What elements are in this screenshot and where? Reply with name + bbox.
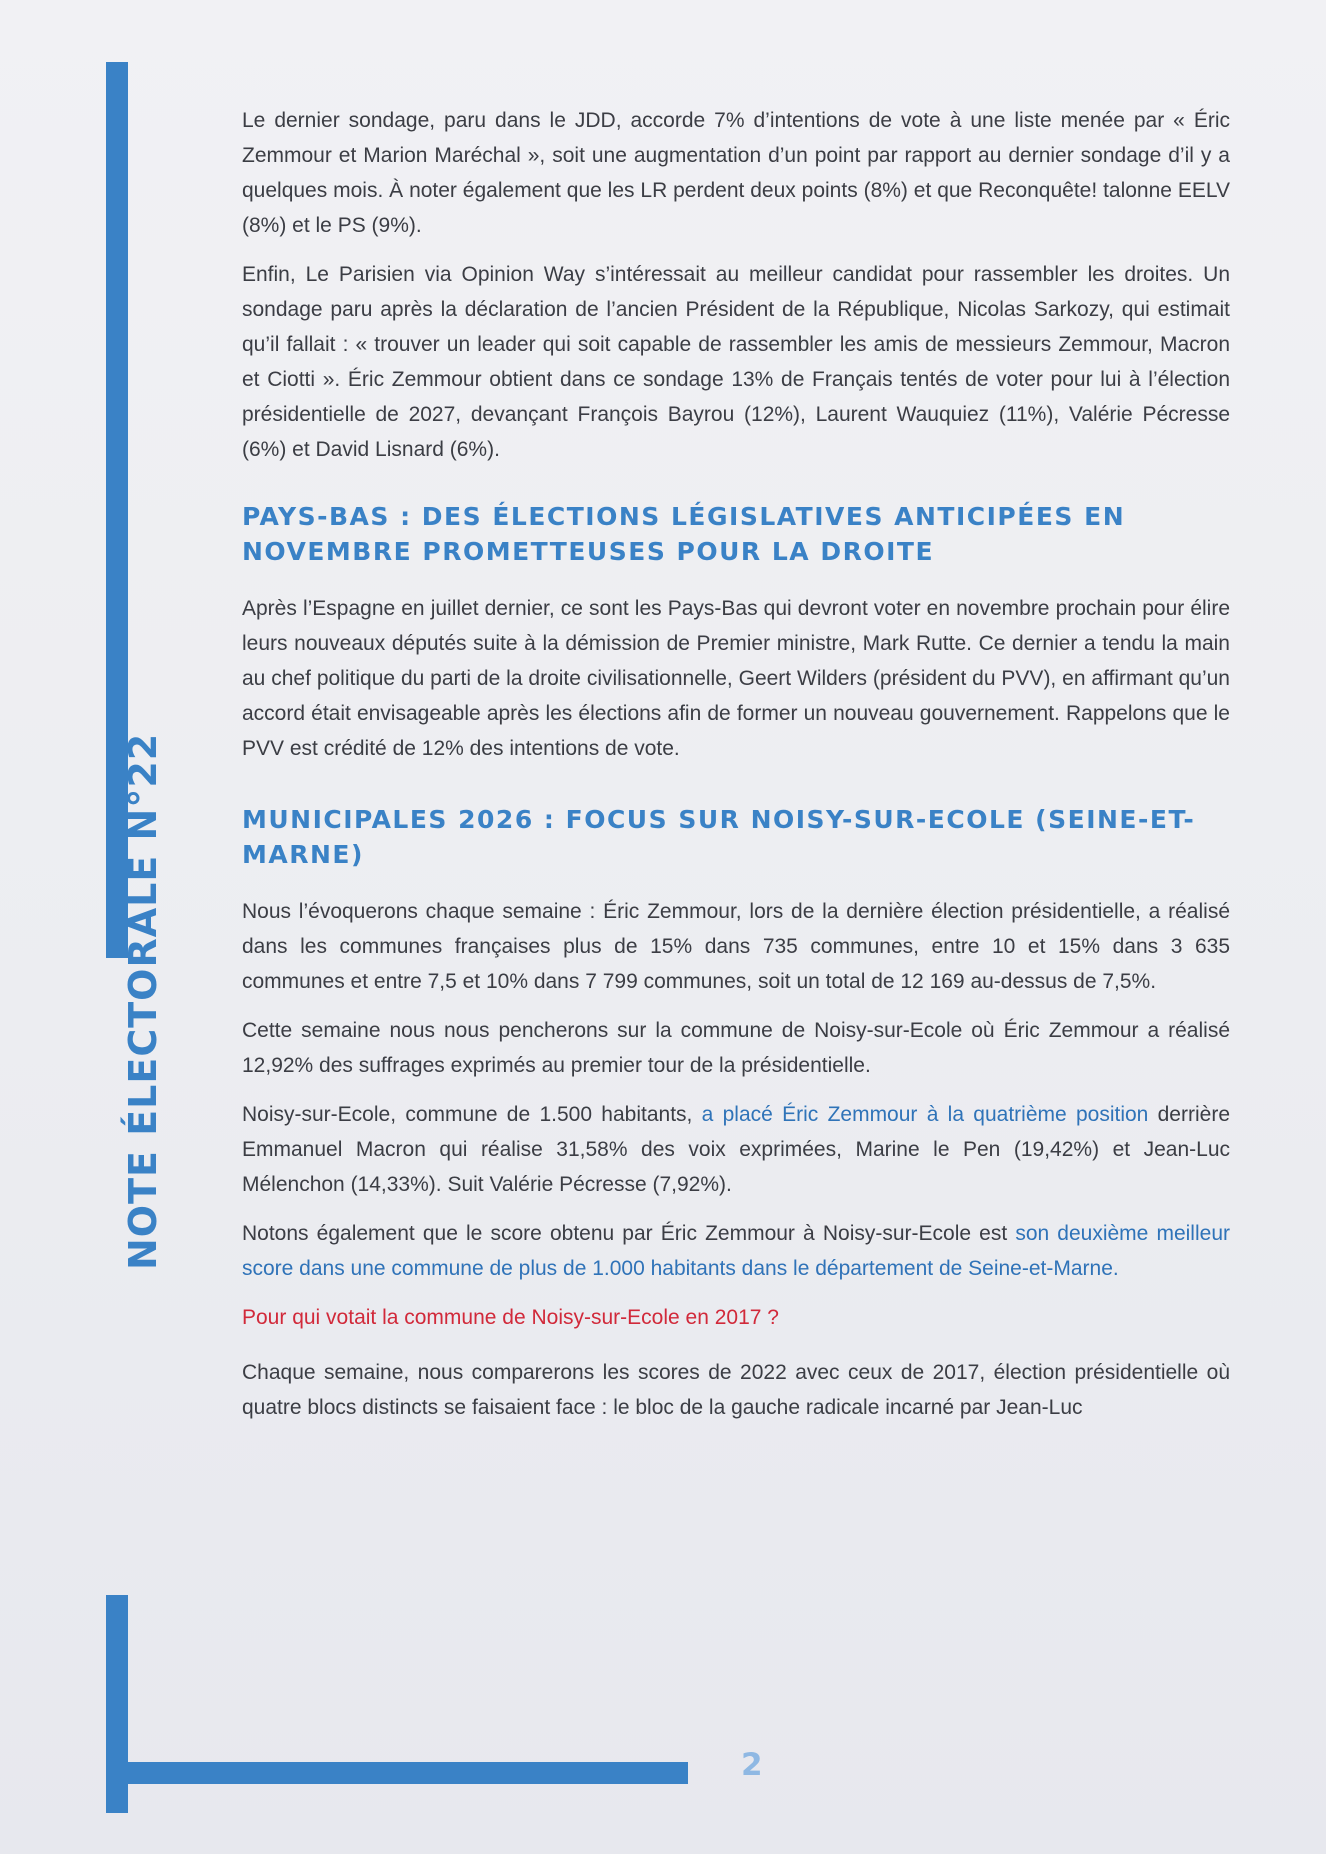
paragraph-3-end: derrière Emmanuel Macron qui réalise 31,58% des voix exprimées, Marine le Pen (19,42%) et Jean-Luc Mélenchon (14,33%). Suit Valérie Pécresse (7,92%). xyxy=(242,1103,1230,1196)
main-content xyxy=(242,103,1230,1439)
municipales-paragraph-2: Cette semaine nous nous pencherons sur la commune de Noisy-sur-Ecole où Éric Zemmour a réalisé 12,92% des suffrages exprimés au premier tour de la présidentielle. xyxy=(242,1019,1230,1077)
sidebar-title: NOTE ÉLECTORALE N°22 xyxy=(121,732,165,1270)
municipales-paragraph-4 xyxy=(242,1216,1230,1286)
paragraph-4-start: Notons également que le score obtenu par Éric Zemmour à Noisy-sur-Ecole est xyxy=(242,1222,1016,1245)
accent-bar-horizontal xyxy=(106,1762,688,1784)
municipales-paragraph-5: Chaque semaine, nous comparerons les scores de 2022 avec ceux de 2017, élection présidentielle où quatre blocs distincts se faisaient face : le bloc de la gauche radicale incarné par Jean-Luc xyxy=(242,1361,1230,1419)
paragraph-3-highlight: a placé Éric Zemmour à la quatrième position xyxy=(701,1103,1149,1126)
intro-paragraph-2: Enfin, Le Parisien via Opinion Way s’intéressait au meilleur candidat pour rassembler les droites. Un sondage paru après la déclaration de l’ancien Président de la République, Nicolas Sarkozy, qui estimait qu’il fallait : « trouver un leader qui soit capable de rassembler les amis de messieurs Zemmour, Macron et Ciotti ». Éric Zemmour obtient dans ce sondage 13% de Français tentés de voter pour lui à l’élection présidentielle de 2027, devançant François Bayrou (12%), Laurent Wauquiez (11%), Valérie Pécresse (6%) et David Lisnard (6%). xyxy=(242,263,1230,461)
section-heading-municipales: MUNICIPALES 2026 : FOCUS SUR NOISY-SUR-ECOLE (SEINE-ET-MARNE) xyxy=(242,805,1196,869)
intro-paragraph-1: Le dernier sondage, paru dans le JDD, accorde 7% d’intentions de vote à une liste menée par « Éric Zemmour et Marion Maréchal », soit une augmentation d’un point par rapport au dernier sondage d’il y a quelques mois. À noter également que les LR perdent deux points (8%) et que Reconquête! talonne EELV (8%) et le PS (9%). xyxy=(242,109,1230,237)
paragraph-4-highlight: son deuxième meilleur score dans une commune de plus de 1.000 habitants dans le département de Seine-et-Marne. xyxy=(242,1222,1230,1280)
paragraph-3-start: Noisy-sur-Ecole, commune de 1.500 habitants, xyxy=(242,1103,702,1126)
paysbas-paragraph: Après l’Espagne en juillet dernier, ce sont les Pays-Bas qui devront voter en novembre prochain pour élire leurs nouveaux députés suite à la démission de Premier ministre, Mark Rutte. Ce dernier a tendu la main au chef politique du parti de la droite civilisationnelle, Geert Wilders (président du PVV), en affirmant qu’un accord était envisageable après les élections afin de former un nouveau gouvernement. Rappelons que le PVV est crédité de 12% des intentions de vote. xyxy=(242,597,1230,760)
section-heading-paysbas: PAYS-BAS : DES ÉLECTIONS LÉGISLATIVES ANTICIPÉES EN NOVEMBRE PROMETTEUSES POUR LA DROITE xyxy=(242,502,1126,566)
municipales-paragraph-3 xyxy=(242,1097,1230,1202)
page-number: 2 xyxy=(741,1747,763,1783)
question-2017: Pour qui votait la commune de Noisy-sur-Ecole en 2017 ? xyxy=(242,1306,779,1329)
municipales-paragraph-1: Nous l’évoquerons chaque semaine : Éric Zemmour, lors de la dernière élection présidentielle, a réalisé dans les communes françaises plus de 15% dans 735 communes, entre 10 et 15% dans 3 635 communes et entre 7,5 et 10% dans 7 799 communes, soit un total de 12 169 au-dessus de 7,5%. xyxy=(242,900,1230,993)
